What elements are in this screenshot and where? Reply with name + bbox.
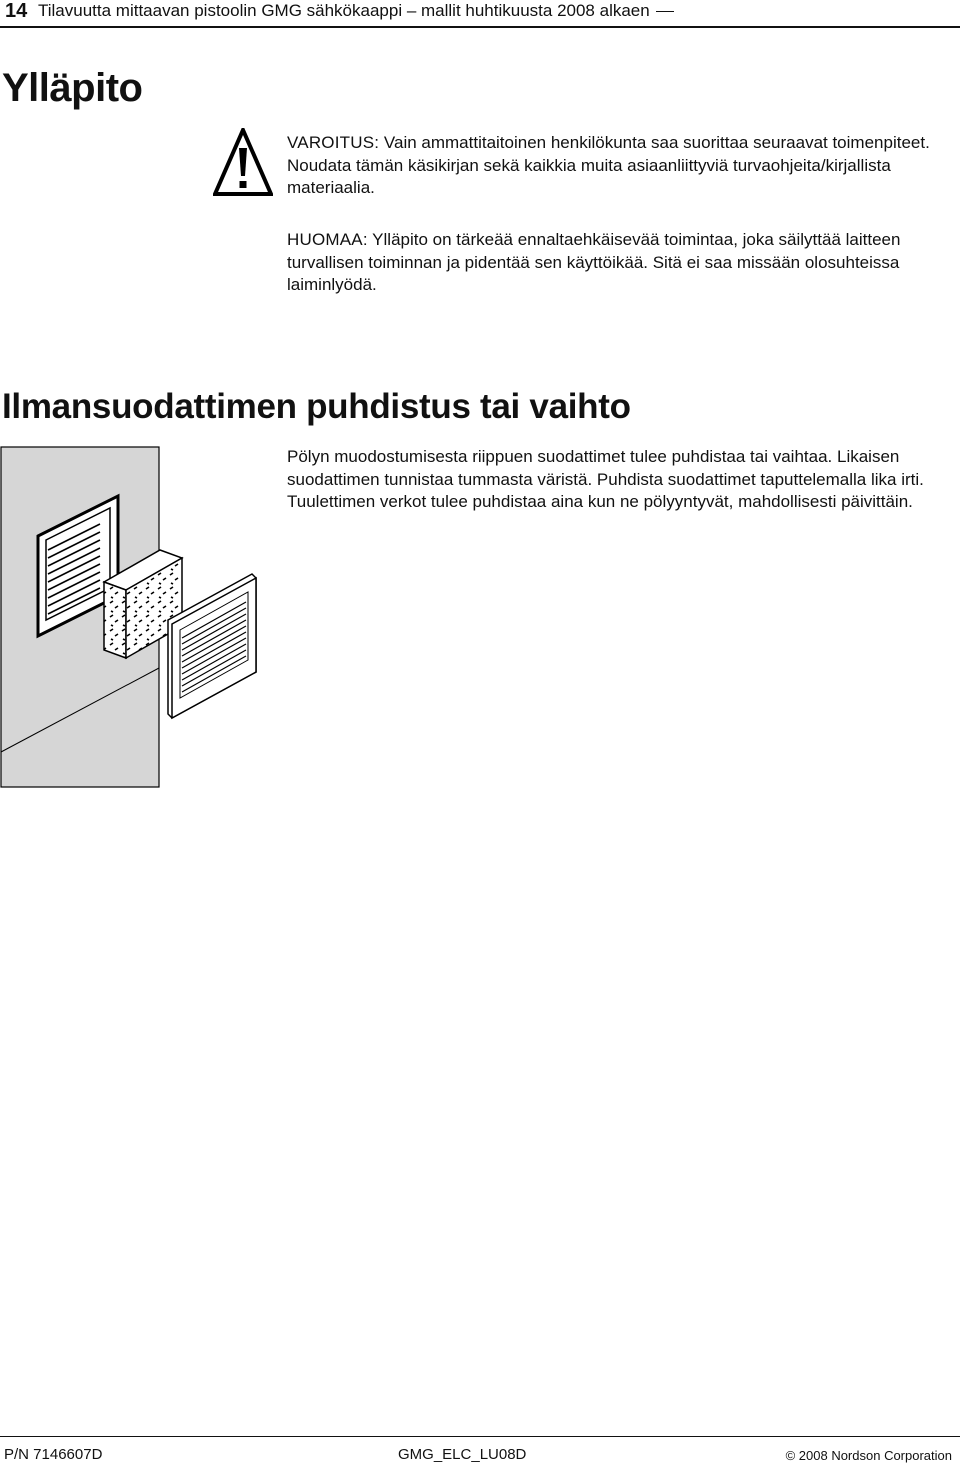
filter-section-heading: Ilmansuodattimen puhdistus tai vaihto — [2, 387, 631, 426]
warning-paragraph — [287, 132, 960, 200]
maintenance-heading: Ylläpito — [2, 66, 143, 110]
note-paragraph — [287, 229, 960, 297]
part-number: P/N 7146607D — [4, 1446, 103, 1463]
title-dash — [656, 11, 674, 12]
document-code: GMG_ELC_LU08D — [398, 1446, 527, 1463]
copyright: © 2008 Nordson Corporation — [785, 1448, 952, 1463]
note-label: HUOMAA: — [287, 230, 368, 249]
filter-section-body: Pölyn muodostumisesta riippuen suodattimet tulee puhdistaa tai vaihtaa. Likaisen suodattimen tunnistaa tummasta väristä. Puhdista suodattimet taputtelemalla lika irti. Tuulettimen verkot tulee puhdistaa aina kun ne pölyyntyvät, mahdollisesti päivittäin. — [287, 447, 924, 511]
warning-triangle-icon — [213, 128, 273, 196]
page-header — [0, 0, 960, 28]
note-text: Ylläpito on tärkeää ennaltaehkäisevää toimintaa, joka säilyttää laitteen turvallisen toiminnan ja pidentää sen käyttöikää. Sitä ei saa missään olosuhteissa laiminlyödä. — [287, 230, 901, 294]
warning-label: VAROITUS: — [287, 133, 380, 152]
running-title: Tilavuutta mittaavan pistoolin GMG sähkökaappi – mallit huhtikuusta 2008 alkaen — [38, 1, 674, 21]
footer-rule — [0, 1436, 960, 1437]
page-number: 14 — [5, 0, 28, 22]
warning-text: Vain ammattitaitoinen henkilökunta saa suorittaa seuraavat toimenpiteet. Noudata tämän käsikirjan sekä kaikkia muita asiaanliittyviä turvaohjeita/kirjallista materiaalia. — [287, 133, 930, 197]
filter-replacement-illustration — [0, 446, 265, 791]
header-rule — [0, 26, 960, 28]
